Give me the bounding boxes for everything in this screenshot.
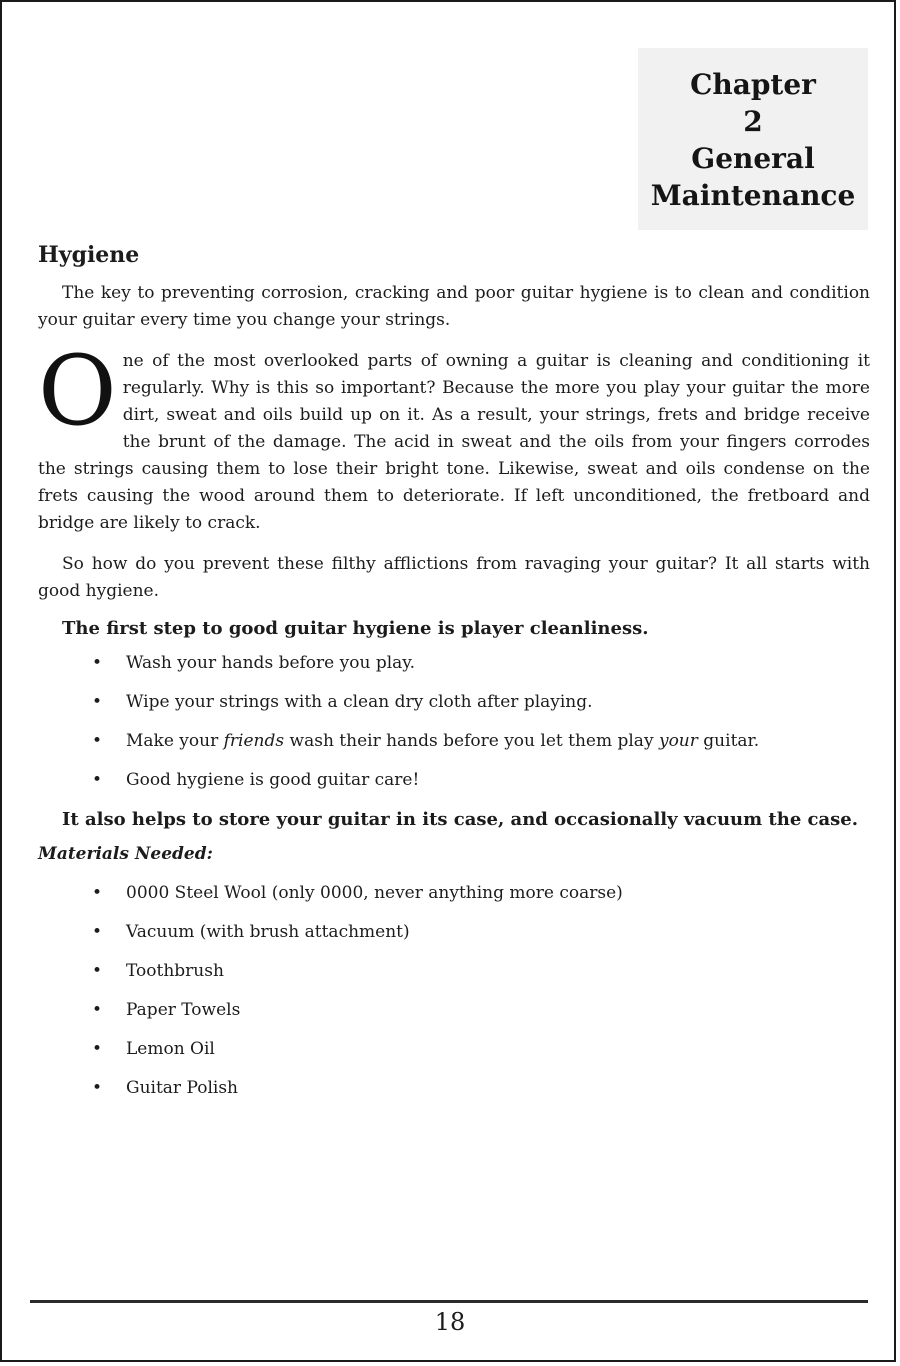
store-case-heading: It also helps to store your guitar in its case, and occasionally vacuum the case. (62, 809, 859, 830)
list-item (92, 689, 870, 716)
list-item-text: wash their hands before you let them play (284, 731, 659, 751)
chapter-title-line1: General (691, 142, 815, 175)
list-item-text: guitar. (697, 731, 760, 751)
bullet-icon: • (92, 692, 103, 712)
list-item-text: Wipe your strings with a clean dry cloth after playing. (126, 692, 593, 712)
list-item-text: Paper Towels (126, 1000, 241, 1020)
chapter-title-line2: Maintenance (650, 179, 856, 212)
list-item-text: Wash your hands before you play. (126, 653, 416, 673)
bullet-icon: • (92, 922, 103, 942)
list-item-text: Toothbrush (126, 961, 224, 981)
drop-cap-letter: O (38, 335, 117, 447)
list-item-text: Lemon Oil (126, 1039, 215, 1059)
list-item-text: Guitar Polish (126, 1078, 238, 1098)
page-number: 18 (434, 1308, 466, 1336)
dropcap-paragraph (38, 335, 870, 537)
list-item (92, 919, 870, 946)
materials-list (38, 880, 870, 1102)
list-item (92, 997, 870, 1024)
list-item-text: Make your (126, 731, 224, 751)
bullet-icon: • (92, 1039, 103, 1059)
bullet-icon: • (92, 1000, 103, 1020)
list-item (92, 1036, 870, 1063)
list-item-emphasis: friends (223, 731, 285, 751)
list-item (92, 767, 870, 794)
bullet-icon: • (92, 883, 103, 903)
chapter-heading-box (638, 48, 868, 230)
bullet-icon: • (92, 770, 103, 790)
first-step-heading: The first step to good guitar hygiene is player cleanliness. (62, 618, 649, 639)
list-item-text: Vacuum (with brush attachment) (126, 922, 410, 942)
list-item (92, 880, 870, 907)
cleanliness-list (38, 650, 870, 794)
page-content (38, 240, 870, 1114)
list-item (92, 958, 870, 985)
bullet-icon: • (92, 731, 103, 751)
list-item-text: 0000 Steel Wool (only 0000, never anything more coarse) (126, 883, 623, 903)
materials-heading: Materials Needed: (38, 844, 213, 864)
chapter-number: 2 (743, 105, 763, 138)
section-title: Hygiene (38, 242, 140, 268)
list-item (92, 650, 870, 677)
bullet-icon: • (92, 653, 103, 673)
bullet-icon: • (92, 1078, 103, 1098)
list-item (92, 1075, 870, 1102)
list-item-text: Good hygiene is good guitar care! (126, 770, 420, 790)
list-item-emphasis: your (658, 731, 698, 751)
intro-paragraph: The key to preventing corrosion, cracking and poor guitar hygiene is to clean and condition your guitar every time you change your strings. (38, 283, 870, 330)
chapter-label: Chapter (690, 68, 816, 101)
so-how-paragraph: So how do you prevent these filthy afflictions from ravaging your guitar? It all starts with good hygiene. (38, 554, 870, 601)
list-item (92, 728, 870, 755)
footer-divider (30, 1300, 868, 1303)
bullet-icon: • (92, 961, 103, 981)
dropcap-paragraph-text: ne of the most overlooked parts of owning a guitar is cleaning and conditioning it regularly. Why is this so important? Because the more you play your guitar the more dirt, sweat and oils build up on it. As a result, your strings, frets and bridge receive the brunt of the damage. The acid in sweat and the oils from your fingers corrodes the strings causing them to lose their bright tone. Likewise, sweat and oils condense on the frets causing the wood around them to deteriorate. If left unconditioned, the fretboard and bridge are likely to crack. (38, 351, 870, 533)
